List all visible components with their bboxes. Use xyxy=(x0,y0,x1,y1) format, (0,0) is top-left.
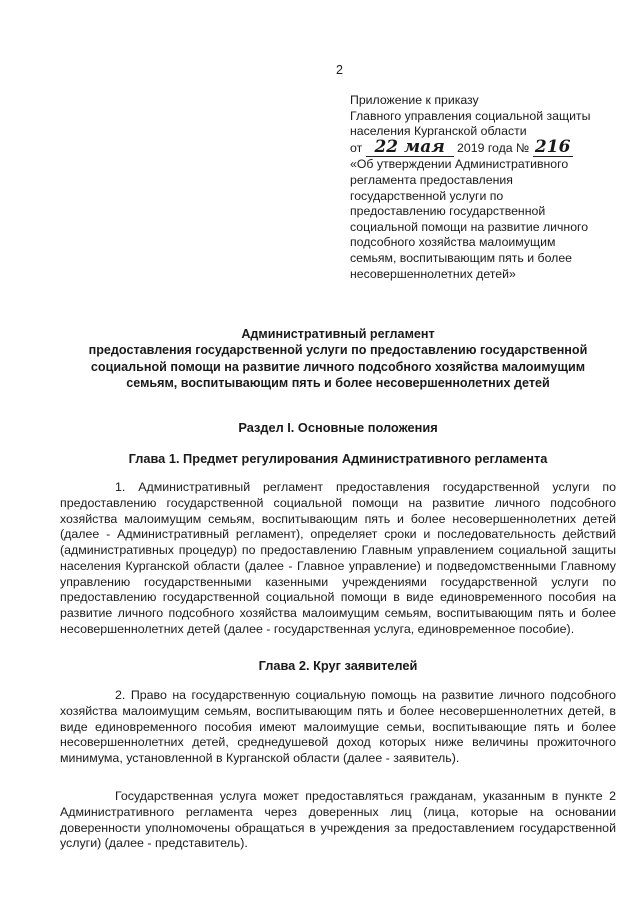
annex-line: Главного управления социальной защиты xyxy=(350,108,591,123)
date-blank xyxy=(366,136,454,158)
chapter-1-heading: Глава 1. Предмет регулирования Административного регламента xyxy=(128,451,548,466)
handwritten-number: 216 xyxy=(534,136,571,157)
number-blank xyxy=(533,136,573,158)
title-line: социальной помощи на развитие личного подсобного хозяйства малоимущим xyxy=(90,359,586,374)
title-line: Административный регламент xyxy=(241,327,435,341)
title-line: семьям, воспитывающим пять и более несовершеннолетних детей xyxy=(126,376,550,391)
handwritten-date: 22 мая xyxy=(374,136,445,157)
annex-about-line: предоставлению государственной xyxy=(350,204,546,219)
paragraph-1: 1. Административный регламент предоставления государственной услуги по предоставлению государственной социальной помощи на развитие личного подсобного хозяйства малоимущим семьям, воспитывающим пять и более несовершеннолетних детей (далее - Административный регламент), определяет сроки и последовательность действий (административных процедур) по предоставлению Главным управлением социальной защиты населения Курганской области (далее - Главное управление) и подведомственными Главному управлению государственными казенными учреждениями государственной услуги по предоставлению государственной социальной помощи в виде единовременного пособия на развитие личного подсобного хозяйства малоимущим семьям, воспитывающим пять и более несовершеннолетних детей (далее - государственная услуга, единовременное пособие). xyxy=(60,480,616,636)
annex-about-line: социальной помощи на развитие личного xyxy=(350,219,589,234)
annex-line: населения Курганской области xyxy=(350,124,527,139)
chapter-2-heading: Глава 2. Круг заявителей xyxy=(258,658,418,673)
paragraph-2: 2. Право на государственную социальную помощь на развитие личного подсобного хозяйства малоимущим семьям, воспитывающим пять и более несовершеннолетних детей, в виде единовременного пособия имеют малоимущие семьи, воспитывающие пять и более несовершеннолетних детей, среднедушевой доход которых ниже величины прожиточного минимума, установленной в Курганской области (далее - заявитель). xyxy=(60,688,616,765)
document-title xyxy=(60,326,616,392)
annex-block xyxy=(350,93,620,282)
annex-about-line: государственной услуги по xyxy=(350,188,504,203)
annex-line: Приложение к приказу xyxy=(350,93,479,107)
annex-date-line xyxy=(350,136,620,158)
annex-about-line: подсобного хозяйства малоимущим xyxy=(350,235,556,250)
annex-from: от xyxy=(350,140,363,155)
annex-about-line: «Об утверждении Административного xyxy=(350,157,569,172)
page-number: 2 xyxy=(336,63,343,77)
title-line: предоставления государственной услуги по предоставлению государственной xyxy=(88,343,588,358)
paragraph-3: Государственная услуга может предоставляться гражданам, указанным в пункте 2 Административного регламента через доверенных лиц (лица, которые на основании доверенности уполномочены обращаться в учреждения за предоставлением государственной услуги) (далее - представитель). xyxy=(60,789,616,851)
annex-about-line: регламента предоставления xyxy=(350,172,513,187)
annex-year: 2019 года № xyxy=(457,140,530,155)
annex-about-line: несовершеннолетних детей» xyxy=(350,266,516,281)
annex-about-line: семьям, воспитывающим пять и более xyxy=(350,250,573,265)
section-heading: Раздел I. Основные положения xyxy=(238,420,438,435)
